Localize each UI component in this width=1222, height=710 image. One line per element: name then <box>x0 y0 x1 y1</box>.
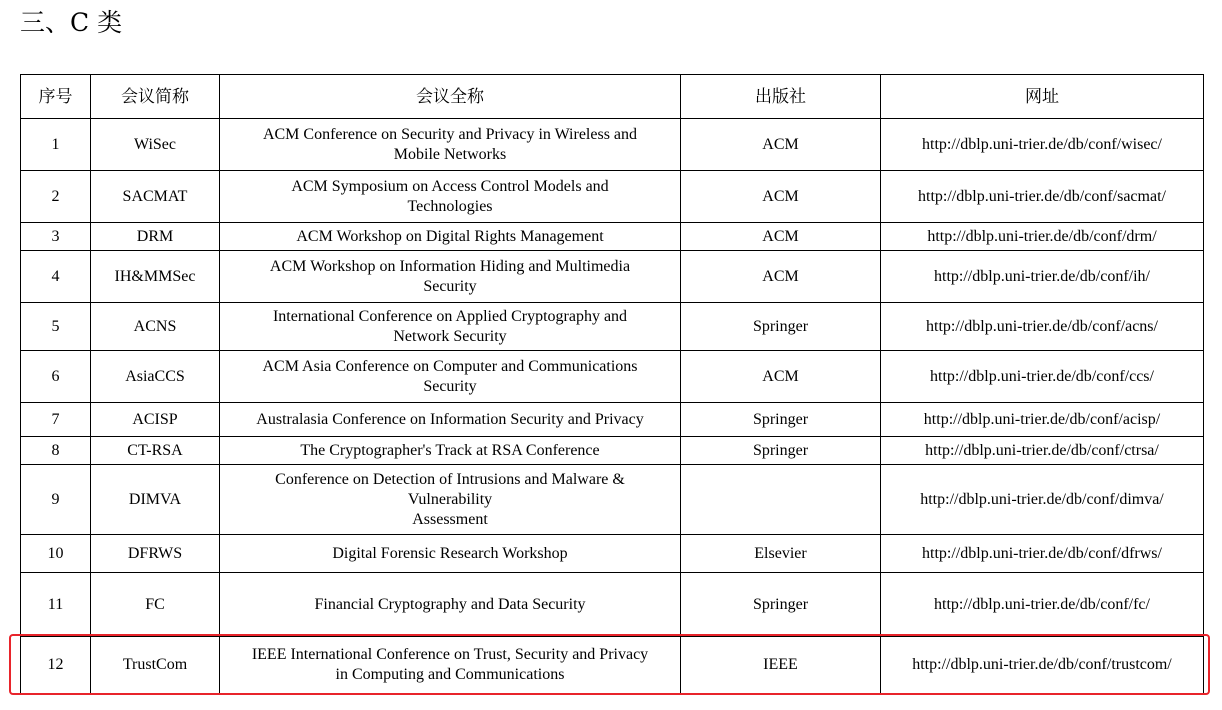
table-row <box>21 403 1204 437</box>
cell-url: http://dblp.uni-trier.de/db/conf/acns/ <box>881 303 1204 351</box>
cell-abbr: CT-RSA <box>91 437 220 465</box>
column-header-publisher: 出版社 <box>681 75 881 119</box>
table-row <box>21 465 1204 535</box>
full-name-line: in Computing and Communications <box>335 666 565 683</box>
table-row <box>21 223 1204 251</box>
table-row <box>21 119 1204 171</box>
cell-full-name <box>220 251 681 303</box>
cell-no: 11 <box>21 573 91 637</box>
full-name-line: The Cryptographer's Track at RSA Conference <box>300 441 600 459</box>
full-name-line: IEEE International Conference on Trust, Security and Privacy <box>251 646 649 663</box>
full-name-line: ACM Asia Conference on Computer and Communications <box>262 357 638 375</box>
cell-url: http://dblp.uni-trier.de/db/conf/trustcom/ <box>881 637 1204 694</box>
full-name-line: Vulnerability <box>407 490 493 508</box>
table-row <box>21 303 1204 351</box>
cell-publisher <box>681 465 881 535</box>
cell-no: 10 <box>21 535 91 573</box>
cell-no: 5 <box>21 303 91 351</box>
cell-publisher: Elsevier <box>681 535 881 573</box>
cell-publisher: Springer <box>681 403 881 437</box>
cell-publisher: ACM <box>681 251 881 303</box>
cell-abbr: SACMAT <box>91 171 220 223</box>
cell-no: 4 <box>21 251 91 303</box>
cell-abbr: WiSec <box>91 119 220 171</box>
cell-url: http://dblp.uni-trier.de/db/conf/ccs/ <box>881 351 1204 403</box>
cell-no: 1 <box>21 119 91 171</box>
full-name-line: Australasia Conference on Information Security and Privacy <box>256 410 644 428</box>
column-header-url: 网址 <box>881 75 1204 119</box>
cell-full-name <box>220 303 681 351</box>
cell-url: http://dblp.uni-trier.de/db/conf/dimva/ <box>881 465 1204 535</box>
cell-no: 2 <box>21 171 91 223</box>
cell-abbr: IH&MMSec <box>91 251 220 303</box>
full-name-line: ACM Conference on Security and Privacy in Wireless and <box>262 125 638 143</box>
cell-publisher: IEEE <box>681 637 881 694</box>
cell-no: 9 <box>21 465 91 535</box>
table-row <box>21 637 1204 694</box>
cell-no: 8 <box>21 437 91 465</box>
cell-full-name <box>220 171 681 223</box>
cell-full-name <box>220 119 681 171</box>
full-name-line: Assessment <box>412 510 488 528</box>
cell-abbr: DRM <box>91 223 220 251</box>
cell-url: http://dblp.uni-trier.de/db/conf/wisec/ <box>881 119 1204 171</box>
cell-url: http://dblp.uni-trier.de/db/conf/ctrsa/ <box>881 437 1204 465</box>
full-name-line: International Conference on Applied Cryptography and <box>272 307 628 325</box>
cell-url: http://dblp.uni-trier.de/db/conf/sacmat/ <box>881 171 1204 223</box>
cell-url: http://dblp.uni-trier.de/db/conf/drm/ <box>881 223 1204 251</box>
column-header-no: 序号 <box>21 75 91 119</box>
cell-publisher: ACM <box>681 171 881 223</box>
cell-url: http://dblp.uni-trier.de/db/conf/fc/ <box>881 573 1204 637</box>
table-row <box>21 171 1204 223</box>
column-header-full-name: 会议全称 <box>220 75 681 119</box>
conference-table <box>20 74 1204 694</box>
full-name-line: Digital Forensic Research Workshop <box>332 544 568 562</box>
table-body <box>21 119 1204 694</box>
table-row <box>21 251 1204 303</box>
full-name-line: Financial Cryptography and Data Security <box>314 595 586 613</box>
cell-abbr: ACISP <box>91 403 220 437</box>
cell-publisher: ACM <box>681 223 881 251</box>
cell-no: 7 <box>21 403 91 437</box>
cell-abbr: ACNS <box>91 303 220 351</box>
full-name-line: Mobile Networks <box>393 145 507 163</box>
cell-no: 3 <box>21 223 91 251</box>
cell-publisher: ACM <box>681 351 881 403</box>
cell-no: 12 <box>21 637 91 694</box>
cell-publisher: Springer <box>681 303 881 351</box>
cell-full-name <box>220 223 681 251</box>
cell-publisher: ACM <box>681 119 881 171</box>
cell-full-name <box>220 637 681 694</box>
full-name-line: ACM Workshop on Information Hiding and Multimedia <box>269 257 631 275</box>
cell-abbr: DIMVA <box>91 465 220 535</box>
cell-abbr: DFRWS <box>91 535 220 573</box>
cell-full-name <box>220 403 681 437</box>
cell-url: http://dblp.uni-trier.de/db/conf/acisp/ <box>881 403 1204 437</box>
cell-publisher: Springer <box>681 573 881 637</box>
full-name-line: Network Security <box>393 327 507 345</box>
table-row <box>21 535 1204 573</box>
cell-no: 6 <box>21 351 91 403</box>
full-name-line: Technologies <box>407 197 493 215</box>
cell-url: http://dblp.uni-trier.de/db/conf/dfrws/ <box>881 535 1204 573</box>
cell-publisher: Springer <box>681 437 881 465</box>
section-heading: 三、C 类 <box>20 8 123 37</box>
full-name-line: Security <box>423 277 477 295</box>
cell-full-name <box>220 437 681 465</box>
full-name-line: ACM Workshop on Digital Rights Management <box>296 227 604 245</box>
cell-abbr: FC <box>91 573 220 637</box>
cell-url: http://dblp.uni-trier.de/db/conf/ih/ <box>881 251 1204 303</box>
cell-full-name <box>220 351 681 403</box>
full-name-line: ACM Symposium on Access Control Models and <box>291 177 609 195</box>
cell-full-name <box>220 535 681 573</box>
cell-abbr: TrustCom <box>91 637 220 694</box>
cell-abbr: AsiaCCS <box>91 351 220 403</box>
table-row <box>21 573 1204 637</box>
full-name-line: Conference on Detection of Intrusions and Malware & <box>275 470 625 488</box>
cell-full-name <box>220 573 681 637</box>
column-header-abbr: 会议简称 <box>91 75 220 119</box>
table-header-row <box>21 75 1204 119</box>
full-name-line: Security <box>423 377 477 395</box>
table-row <box>21 437 1204 465</box>
table-row <box>21 351 1204 403</box>
cell-full-name <box>220 465 681 535</box>
